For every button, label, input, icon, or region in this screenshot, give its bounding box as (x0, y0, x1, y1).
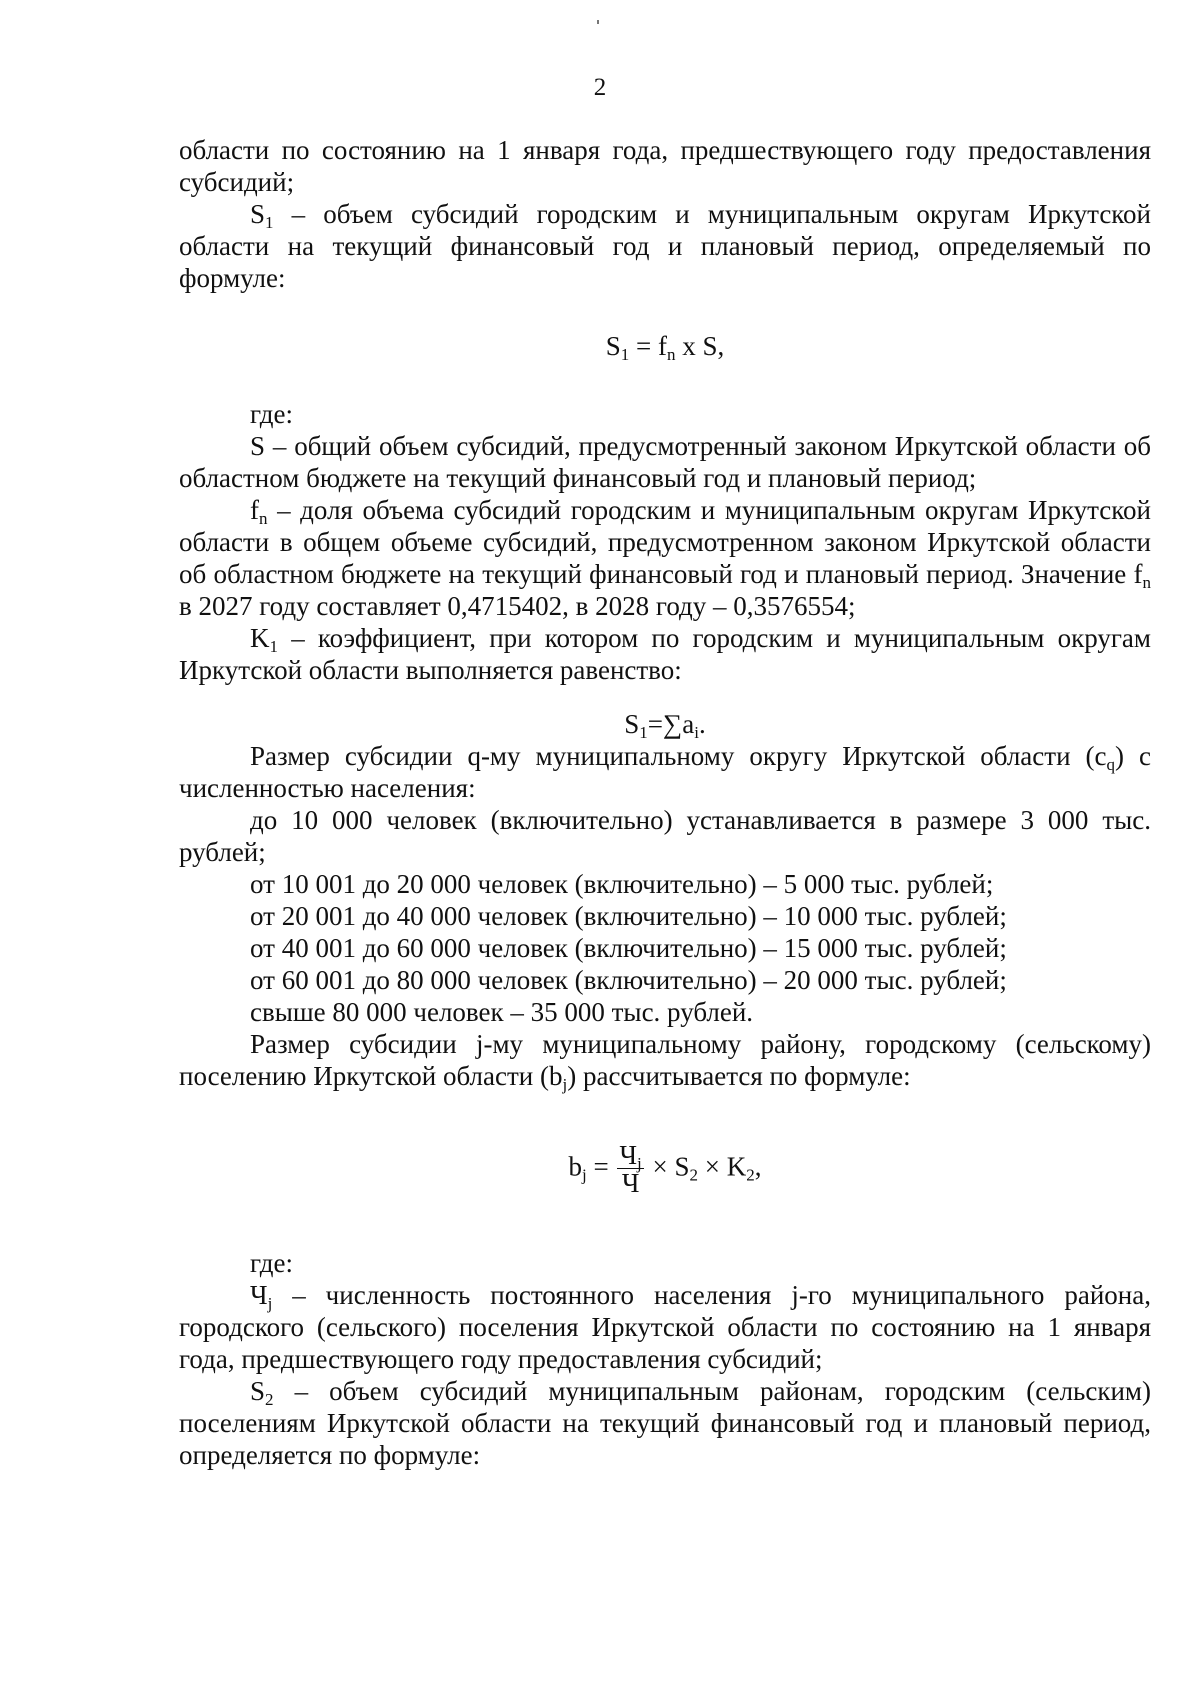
paragraph-chj-definition: $Ч_j$ – численность постоянного населения j-го муниципального района, городского (сельского) поселения Иркутской области по состоянию на 1 января года, предшествующего году предоставления субсидий; (179, 1280, 1151, 1374)
symbol: S (250, 199, 266, 229)
list-item-population-bracket: от 40 001 до 60 000 человек (включительно) – 15 000 тыс. рублей; (250, 933, 1007, 963)
paragraph-text: – объем субсидий городским и муниципальным округам Иркутской области на текущий финансовый год и плановый период, определяемый по формуле: (179, 199, 1151, 293)
paragraph-fn-definition: $f_n$ – доля объема субсидий городским и муниципальным округам Иркутской области в общем объеме субсидий, предусмотренном законом Иркутской области об областном бюджете на текущий финансовый год и плановый период. Значение $f_n$ в 2027 году составляет 0,4715402, в 2028 году – 0,3576554; (179, 495, 1151, 621)
paragraph-continuation: области по состоянию на 1 января года, предшествующего году предоставления субсидий; (179, 135, 1151, 197)
paragraph-s-definition: S – общий объем субсидий, предусмотренный законом Иркутской области об областном бюджете на текущий финансовый год и плановый период; (179, 431, 1151, 493)
formula-s1: $S_1 = f_n$ x S, (605, 331, 725, 364)
list-item-population-bracket: от 20 001 до 40 000 человек (включительно) – 10 000 тыс. рублей; (250, 901, 1007, 931)
list-item-population-bracket: свыше 80 000 человек – 35 000 тыс. рублей. (250, 997, 754, 1027)
list-item-population-bracket: до 10 000 человек (включительно) устанавливается в размере 3 000 тыс. рублей; (179, 805, 1151, 867)
paragraph-s2-definition: $S_2$ – объем субсидий муниципальным районам, городским (сельским) поселениям Иркутской области на текущий финансовый год и плановый период, определяется по формуле: (179, 1376, 1151, 1470)
paragraph-s1-definition (179, 198, 1151, 294)
where-label: где: (250, 399, 293, 429)
formula-sum: $S_1=\sum a_i$. (624, 709, 706, 742)
formula-bj: $b_j$ = $\frac{Ч_j}{Ч}$ × $S_2 \times K_2$, (568, 1140, 762, 1198)
page-number: 2 (593, 74, 607, 101)
where-label: где: (250, 1248, 293, 1278)
document-body (179, 134, 1151, 1471)
list-item-population-bracket: от 10 001 до 20 000 человек (включительно) – 5 000 тыс. рублей; (250, 869, 994, 899)
list-item-population-bracket: от 60 001 до 80 000 человек (включительно) – 20 000 тыс. рублей; (250, 965, 1007, 995)
fraction (617, 1142, 643, 1197)
scan-speck (597, 20, 599, 24)
paragraph-bj-size: Размер субсидии j-му муниципальному району, городскому (сельскому) поселению Иркутской области $(b_j)$ рассчитывается по формуле: (179, 1029, 1151, 1094)
fraction-denominator: Ч (621, 1168, 640, 1198)
fraction-numerator: $Ч_j$ (619, 1140, 642, 1173)
paragraph-k1-definition: $K_1$ – коэффициент, при котором по городским и муниципальным округам Иркутской области выполняется равенство: (179, 623, 1151, 685)
symbol-subscript: 1 (265, 213, 274, 232)
paragraph-cq-size: Размер субсидии q-му муниципальному округу Иркутской области $(c_q)$ с численностью населения: (179, 741, 1151, 803)
